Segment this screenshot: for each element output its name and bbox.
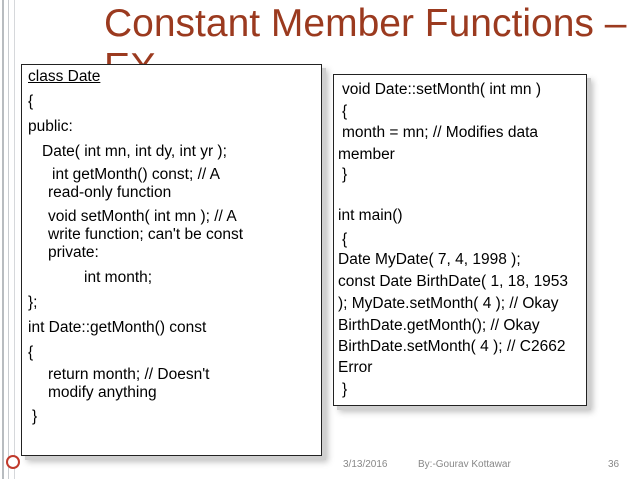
title-line-1: Constant Member Functions – — [104, 2, 627, 45]
code-line: member — [338, 146, 395, 163]
code-box-main — [333, 74, 587, 406]
footer-author: By:-Gourav Kottawar — [418, 459, 511, 470]
code-line: int month; — [84, 269, 153, 286]
code-line: }; — [28, 294, 38, 311]
code-line: void setMonth( int mn ); // A — [48, 208, 237, 225]
code-box-class-date — [21, 64, 322, 456]
code-line: { — [28, 344, 34, 361]
code-line: ); MyDate.setMonth( 4 ); // Okay — [338, 295, 559, 312]
code-line: Error — [338, 359, 373, 376]
left-decorative-rail — [0, 0, 22, 479]
code-line: public: — [28, 118, 73, 135]
code-line: int getMonth() const; // A — [52, 166, 220, 183]
code-line: } — [342, 381, 348, 398]
code-line: { — [28, 93, 34, 110]
code-line: { — [342, 103, 348, 120]
code-line: } — [32, 408, 38, 425]
code-line: BirthDate.setMonth( 4 ); // C2662 — [338, 338, 566, 355]
code-line: { — [342, 231, 348, 248]
code-line: month = mn; // Modifies data — [342, 124, 538, 141]
code-line: Date MyDate( 7, 4, 1998 ); — [338, 251, 521, 268]
circle-bullet-icon — [6, 455, 20, 469]
code-line: void Date::setMonth( int mn ) — [342, 81, 541, 98]
code-line: int Date::getMonth() const — [28, 319, 207, 336]
code-line: class Date — [28, 68, 101, 85]
code-line: const Date BirthDate( 1, 18, 1953 — [338, 273, 569, 290]
code-line: write function; can't be const — [48, 226, 244, 243]
code-line: Date( int mn, int dy, int yr ); — [42, 143, 227, 160]
code-line: private: — [48, 244, 99, 261]
code-line: return month; // Doesn't — [48, 366, 210, 383]
code-line: } — [342, 166, 348, 183]
code-line: read-only function — [48, 184, 172, 201]
code-line: BirthDate.getMonth(); // Okay — [338, 317, 540, 334]
code-line: modify anything — [48, 384, 157, 401]
footer-page-number: 36 — [608, 459, 620, 470]
footer-date: 3/13/2016 — [343, 459, 388, 470]
code-line: int main() — [338, 207, 403, 224]
